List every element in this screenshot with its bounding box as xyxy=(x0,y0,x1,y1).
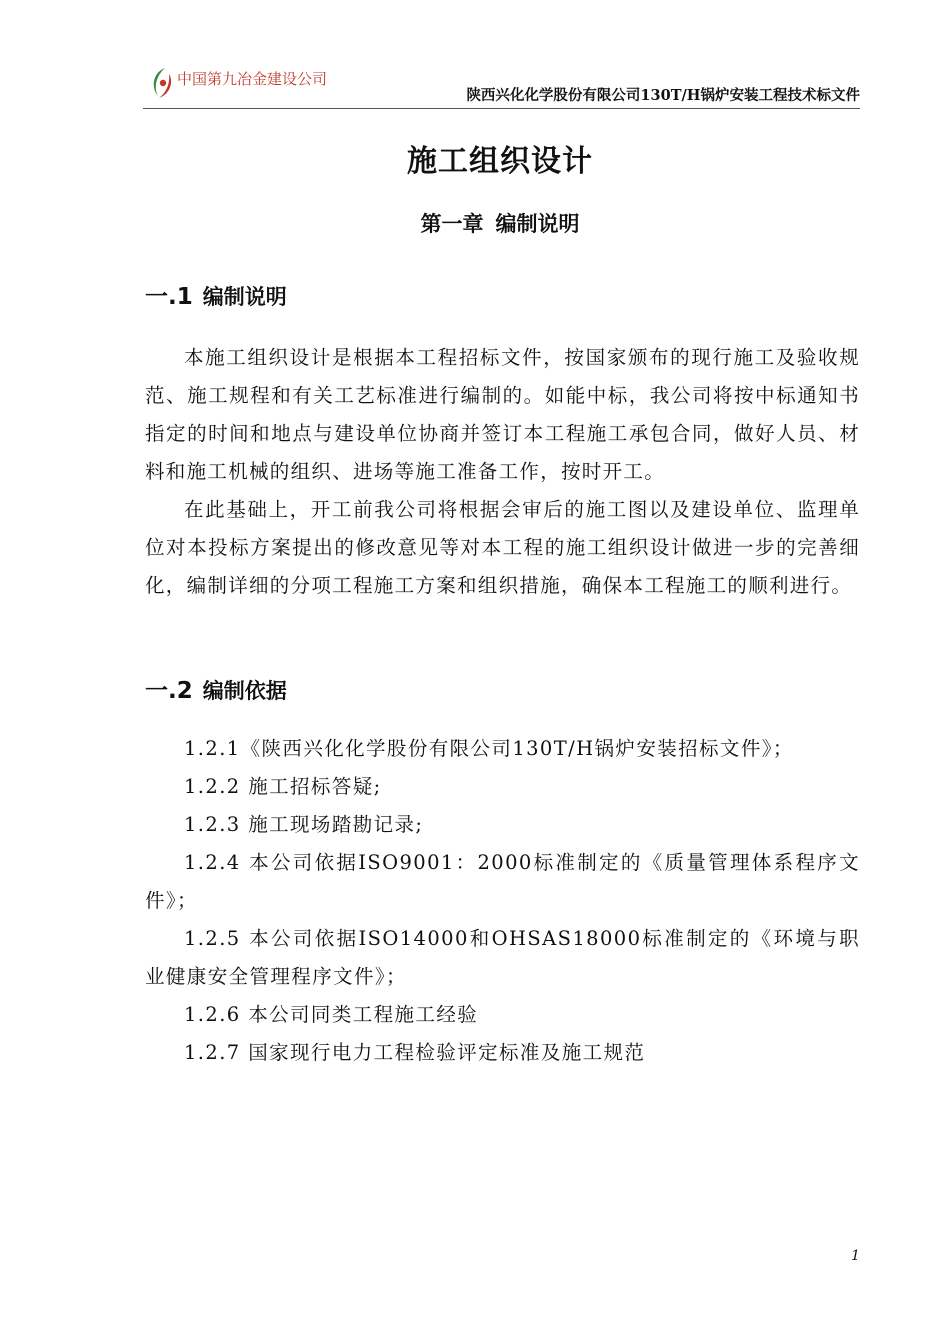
page-number: 1 xyxy=(851,1248,860,1264)
chapter-heading xyxy=(0,208,950,238)
chapter-number: 第一章 xyxy=(420,212,484,236)
list-item: 1.2.4 本公司依据ISO9001：2000标准制定的《质量管理体系程序文件》； xyxy=(145,851,860,912)
page-header xyxy=(143,62,860,109)
paragraph: 在此基础上，开工前我公司将根据会审后的施工图以及建设单位、监理单位对本投标方案提出的修改意见等对本工程的施工组织设计做进一步的完善细化，编制详细的分项工程施工方案和组织措施，确保本工程施工的顺利进行。 xyxy=(145,498,860,597)
list-item: 1.2.3 施工现场踏勘记录; xyxy=(184,813,424,836)
section-title: 编制说明 xyxy=(202,285,287,309)
section-number: 一.2 xyxy=(145,678,193,704)
section-number: 一.1 xyxy=(145,284,193,310)
list-item: 1.2.6 本公司同类工程施工经验 xyxy=(184,1003,479,1026)
reference-list xyxy=(145,730,860,1072)
company-logo-icon xyxy=(148,66,176,100)
section-title: 编制依据 xyxy=(202,679,287,703)
section-heading-1 xyxy=(145,278,287,311)
company-name: 中国第九冶金建设公司 xyxy=(177,70,328,88)
header-document-title: 陕西兴化化学股份有限公司130T/H锅炉安装工程技术标文件 xyxy=(466,87,860,104)
list-item: 1.2.2 施工招标答疑; xyxy=(184,775,382,798)
list-item: 1.2.5 本公司依据ISO14000和OHSAS18000标准制定的《环境与职业健康安全管理程序文件》； xyxy=(145,927,860,988)
section-heading-2 xyxy=(145,672,287,705)
list-item: 1.2.1《陕西兴化化学股份有限公司130T/H锅炉安装招标文件》； xyxy=(184,737,794,760)
paragraph: 本施工组织设计是根据本工程招标文件，按国家颁布的现行施工及验收规范、施工规程和有关工艺标准进行编制的。如能中标，我公司将按中标通知书指定的时间和地点与建设单位协商并签订本工程施工承包合同，做好人员、材料和施工机械的组织、进场等施工准备工作，按时开工。 xyxy=(145,346,860,483)
document-title: 施工组织设计 xyxy=(407,144,593,179)
list-item: 1.2.7 国家现行电力工程检验评定标准及施工规范 xyxy=(184,1041,646,1064)
chapter-title: 编制说明 xyxy=(495,212,580,236)
